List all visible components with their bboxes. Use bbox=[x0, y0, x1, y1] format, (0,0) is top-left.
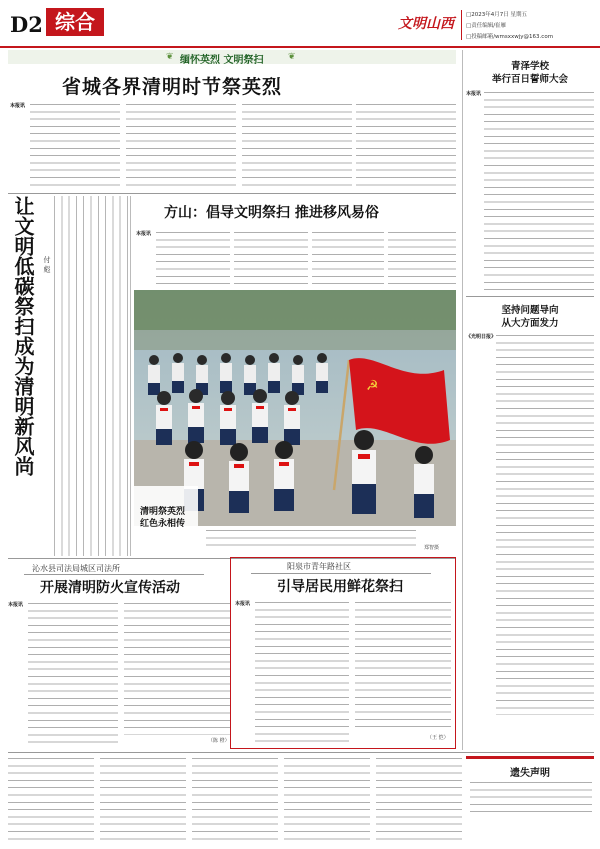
top-story-headline: 省城各界清明时节祭英烈 bbox=[62, 76, 283, 98]
photo-caption-title-1: 清明祭英烈 bbox=[140, 507, 186, 517]
section-tab: 综合 bbox=[46, 8, 104, 36]
email-line: □投稿邮箱/wmsxxwjy@163.com bbox=[466, 34, 554, 40]
top-story bbox=[8, 50, 456, 190]
commentary-title: 让文明低碳祭扫成为清明新风尚 bbox=[11, 196, 35, 476]
law-body-col1 bbox=[28, 603, 118, 749]
fangshan-body-col1 bbox=[156, 232, 230, 286]
flower-story bbox=[230, 557, 456, 749]
top-story-kicker: 缅怀英烈 文明祭扫 bbox=[180, 55, 264, 66]
top-story-dateline: 本报讯 bbox=[10, 103, 26, 109]
fangshan-dateline: 本报讯 bbox=[136, 231, 152, 237]
kicker-ornament-right: ❦ bbox=[288, 52, 296, 62]
fangshan-story bbox=[134, 196, 456, 286]
fangshan-body-col4 bbox=[388, 232, 456, 286]
lost-notice bbox=[466, 756, 594, 846]
law-story bbox=[8, 561, 230, 749]
law-kicker: 沁水县司法局城区司法所 bbox=[32, 564, 120, 573]
guangming-dateline: 《光明日报》 bbox=[466, 334, 497, 340]
flower-body-col1 bbox=[255, 602, 349, 742]
photo bbox=[134, 290, 456, 526]
flower-kicker: 阳泉市青年路社区 bbox=[287, 562, 351, 571]
top-story-body-col2 bbox=[126, 104, 236, 190]
commentary-author: 付 彪 bbox=[43, 256, 51, 273]
date-line: □2023年4月7日 星期五 bbox=[466, 12, 527, 18]
lost-notice-title: 遗失声明 bbox=[510, 768, 550, 779]
law-headline: 开展清明防火宣传活动 bbox=[40, 580, 180, 596]
bottom-col3 bbox=[192, 758, 278, 844]
top-story-body-col4 bbox=[356, 104, 456, 190]
fangshan-body-col2 bbox=[234, 232, 308, 286]
flower-body-col2 bbox=[355, 602, 451, 730]
guangming-headline-2: 从大方面发力 bbox=[501, 318, 559, 329]
masthead bbox=[0, 0, 600, 46]
bottom-col1 bbox=[8, 758, 94, 844]
svg-text:☭: ☭ bbox=[366, 378, 379, 394]
photo-caption-text bbox=[206, 530, 416, 552]
guangming-body bbox=[496, 335, 594, 715]
guangming-headline-1: 坚持问题导向 bbox=[501, 305, 559, 316]
commentary-body bbox=[54, 196, 128, 556]
flower-dateline: 本报讯 bbox=[235, 601, 251, 607]
photo-caption-title-2: 红色永相传 bbox=[140, 519, 186, 529]
bottom-col2 bbox=[100, 758, 186, 844]
law-byline: （陈 橙） bbox=[208, 738, 230, 744]
lost-notice-body bbox=[470, 782, 592, 812]
bottom-continuation bbox=[8, 756, 462, 846]
top-story-body-col3 bbox=[242, 104, 352, 190]
qingze-dateline: 本报讯 bbox=[466, 91, 482, 97]
photo-caption bbox=[134, 507, 456, 554]
commentary bbox=[8, 196, 128, 556]
qingze-headline-1: 青泽学校 bbox=[510, 61, 549, 72]
flower-byline: （王 恺） bbox=[427, 735, 449, 741]
bottom-col4 bbox=[284, 758, 370, 844]
fangshan-body-col3 bbox=[312, 232, 384, 286]
law-dateline: 本报讯 bbox=[8, 602, 24, 608]
editor-line: □责任编辑/崔雁 bbox=[466, 23, 507, 29]
qingze-body bbox=[484, 92, 594, 292]
flower-headline: 引导居民用鲜花祭扫 bbox=[277, 579, 403, 595]
top-story-body-col1 bbox=[30, 104, 120, 190]
logo: 文明山西 bbox=[398, 16, 454, 32]
photo-credit: 郑智摄 bbox=[424, 545, 440, 551]
kicker-band bbox=[8, 50, 456, 64]
right-column bbox=[466, 50, 594, 750]
law-body-col2 bbox=[124, 603, 230, 735]
page-code: D2 bbox=[10, 12, 43, 37]
bottom-col5 bbox=[376, 758, 462, 844]
fangshan-headline: 方山：倡导文明祭扫 推进移风易俗 bbox=[164, 205, 379, 221]
kicker-ornament-left: ❦ bbox=[166, 52, 174, 62]
qingze-headline-2: 举行百日誓师大会 bbox=[491, 74, 568, 85]
